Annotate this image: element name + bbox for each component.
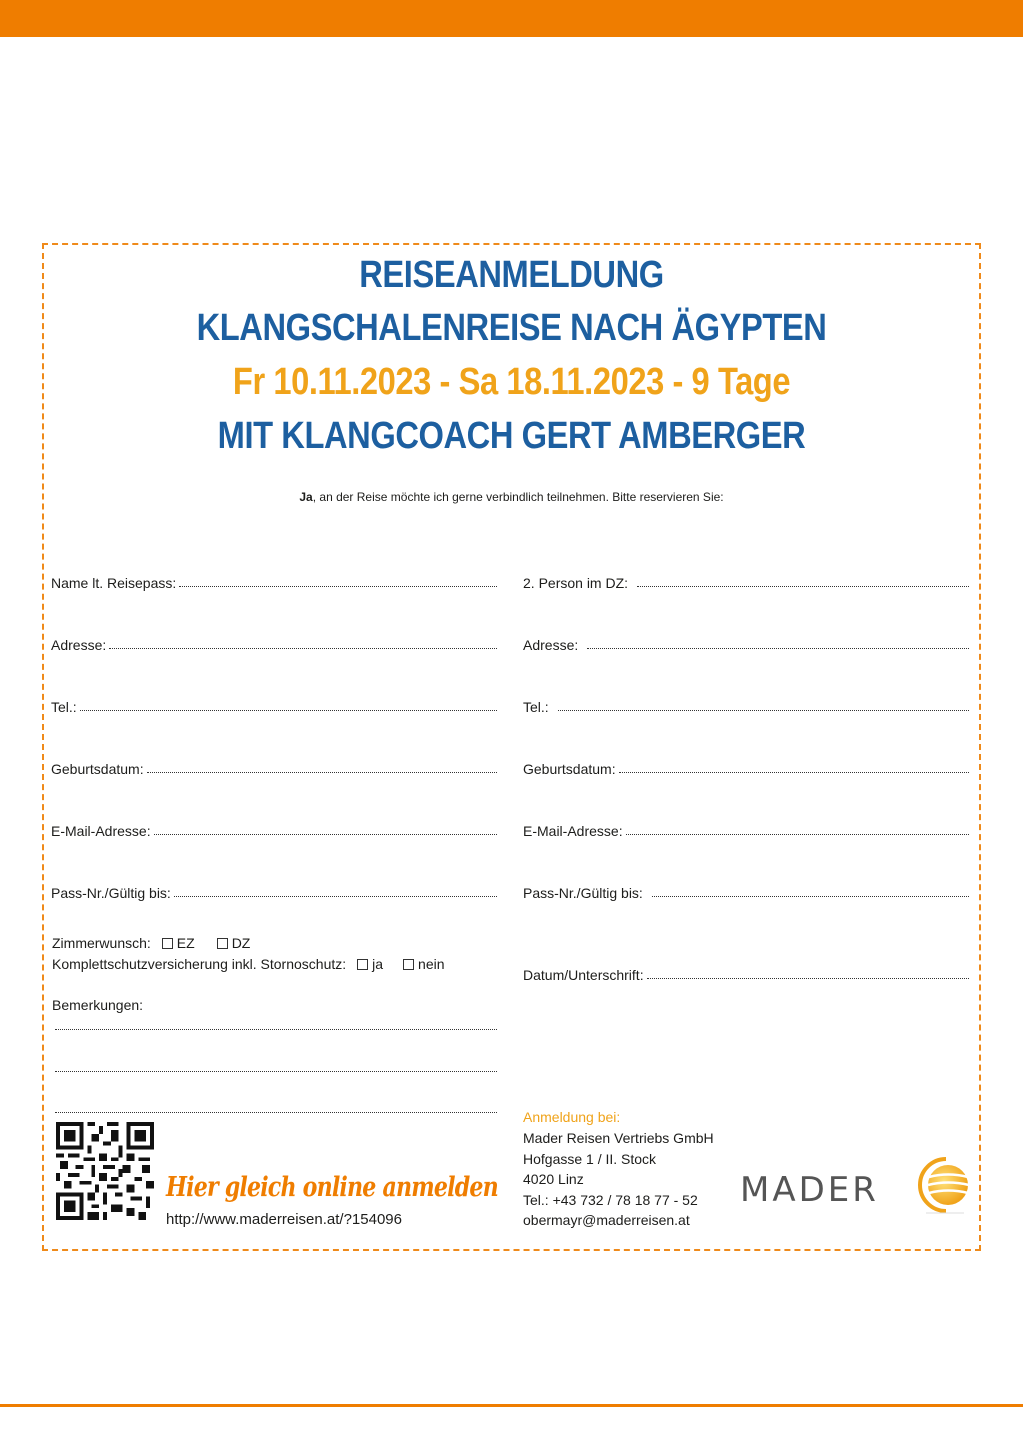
field-phone-2[interactable] — [523, 693, 969, 715]
room-ez-label: EZ — [176, 935, 195, 951]
globe-logo-icon — [912, 1155, 972, 1215]
insurance-no-label: nein — [418, 956, 445, 972]
field-line[interactable] — [652, 875, 969, 897]
field-line[interactable] — [619, 751, 969, 773]
room-label: Zimmerwunsch: — [52, 935, 151, 951]
field-second-person[interactable] — [523, 569, 969, 591]
insurance-yes-label: ja — [372, 956, 384, 972]
room-dz-checkbox[interactable] — [217, 938, 228, 949]
contact-email[interactable]: obermayr@maderreisen.at — [523, 1212, 690, 1228]
trip-coach: MIT KLANGCOACH GERT AMBERGER — [217, 415, 806, 457]
field-line[interactable] — [626, 813, 969, 835]
contact-street: Hofgasse 1 / II. Stock — [523, 1151, 657, 1167]
field-label: Name lt. Reisepass: — [51, 575, 177, 591]
qr-code-icon[interactable] — [56, 1122, 154, 1220]
field-date-signature[interactable] — [523, 961, 969, 983]
field-passport-validity[interactable] — [51, 879, 497, 901]
field-label: 2. Person im DZ: — [523, 575, 629, 591]
field-line[interactable] — [109, 627, 497, 649]
contact-city: 4020 Linz — [523, 1171, 584, 1187]
field-label: Pass-Nr./Gültig bis: — [51, 885, 171, 901]
field-line[interactable] — [647, 957, 969, 979]
field-birthdate[interactable] — [51, 755, 497, 777]
field-line[interactable] — [558, 689, 969, 711]
field-name-passport[interactable] — [51, 569, 497, 591]
remarks-line[interactable] — [55, 1071, 497, 1072]
field-passport-validity-2[interactable] — [523, 879, 969, 901]
insurance-row — [52, 956, 445, 972]
field-label: Tel.: — [51, 699, 77, 715]
room-dz-label: DZ — [231, 935, 251, 951]
bottom-accent-line — [0, 1404, 1023, 1407]
field-label: Datum/Unterschrift: — [523, 967, 644, 983]
field-label: Adresse: — [523, 637, 579, 653]
field-label: Adresse: — [51, 637, 107, 653]
insurance-no-checkbox[interactable] — [403, 959, 414, 970]
field-label: E-Mail-Adresse: — [51, 823, 151, 839]
intro-rest: , an der Reise möchte ich gerne verbindlich teilnehmen. Bitte reservieren Sie: — [312, 490, 724, 504]
field-line[interactable] — [154, 813, 497, 835]
field-email[interactable] — [51, 817, 497, 839]
field-email-2[interactable] — [523, 817, 969, 839]
field-line[interactable] — [174, 875, 497, 897]
field-address-2[interactable] — [523, 631, 969, 653]
field-birthdate-2[interactable] — [523, 755, 969, 777]
room-ez-checkbox[interactable] — [162, 938, 173, 949]
intro-bold: Ja — [299, 490, 313, 504]
top-accent-bar — [0, 0, 1023, 37]
field-label: Tel.: — [523, 699, 549, 715]
trip-title: KLANGSCHALENREISE NACH ÄGYPTEN — [196, 307, 827, 349]
trip-dates: Fr 10.11.2023 - Sa 18.11.2023 - 9 Tage — [232, 361, 791, 403]
online-registration-cta[interactable]: Hier gleich online anmelden — [166, 1172, 498, 1203]
insurance-yes-checkbox[interactable] — [357, 959, 368, 970]
field-label: Geburtsdatum: — [51, 761, 144, 777]
contact-heading: Anmeldung bei: — [523, 1109, 621, 1125]
insurance-label: Komplettschutzversicherung inkl. Stornoschutz: — [52, 956, 347, 972]
field-line[interactable] — [587, 627, 969, 649]
field-line[interactable] — [80, 689, 497, 711]
field-line[interactable] — [147, 751, 497, 773]
remarks-line[interactable] — [55, 1029, 497, 1030]
contact-company: Mader Reisen Vertriebs GmbH — [523, 1130, 714, 1146]
contact-phone: Tel.: +43 732 / 78 18 77 - 52 — [523, 1192, 698, 1208]
room-preference-row — [52, 935, 250, 951]
registration-url[interactable]: http://www.maderreisen.at/?154096 — [166, 1211, 402, 1228]
field-address[interactable] — [51, 631, 497, 653]
field-label: Pass-Nr./Gültig bis: — [523, 885, 643, 901]
mader-logo-text: MADER — [740, 1170, 879, 1210]
form-title: REISEANMELDUNG — [359, 254, 664, 296]
remarks-label: Bemerkungen: — [52, 997, 144, 1013]
intro-text — [0, 490, 1023, 504]
field-label: E-Mail-Adresse: — [523, 823, 623, 839]
remarks-line[interactable] — [55, 1112, 497, 1113]
field-line[interactable] — [637, 565, 969, 587]
field-label: Geburtsdatum: — [523, 761, 616, 777]
field-line[interactable] — [179, 565, 497, 587]
field-phone[interactable] — [51, 693, 497, 715]
